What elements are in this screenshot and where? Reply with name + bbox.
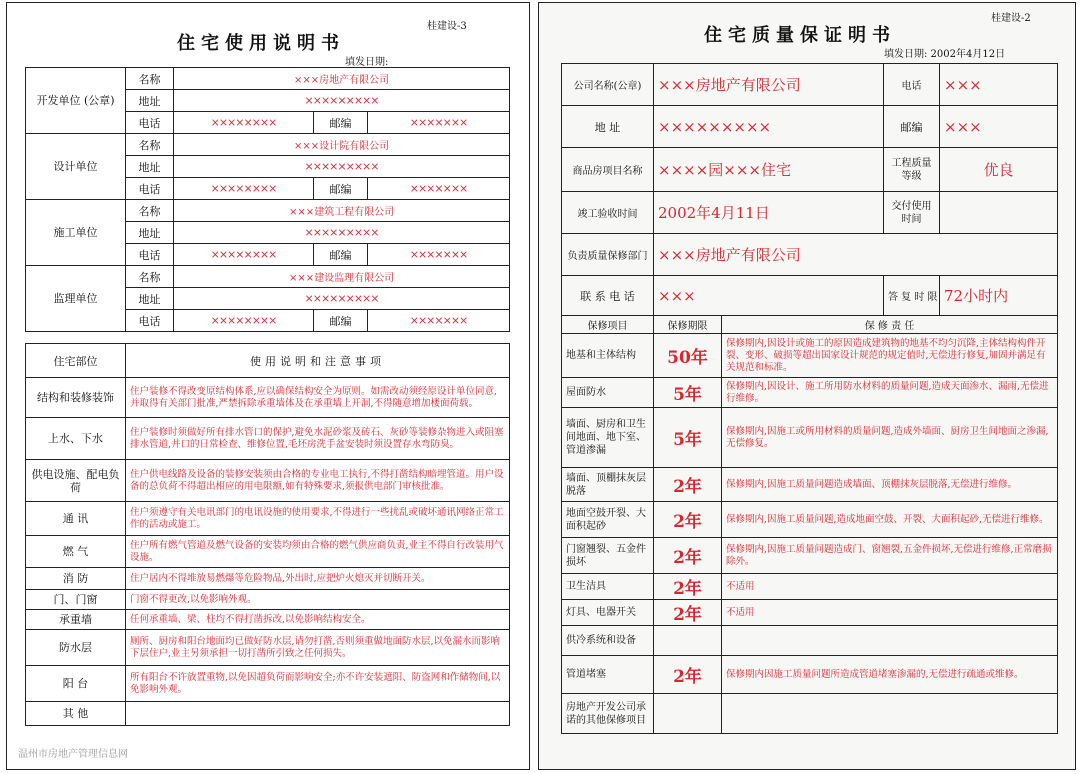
row-period: 2年	[654, 574, 722, 600]
table-row	[26, 610, 510, 630]
row-duty: 不适用	[722, 600, 1058, 626]
row-notes: 住户供电线路及设备的装修安装须由合格的专业电工执行,不得打凿结构暗埋管道。用户设备的总负荷不得超出相应的用电限额,如有特殊要求,须报供电部门审核批准。	[126, 460, 510, 502]
address-label: 地址	[126, 90, 174, 112]
row-part: 结构和装修装饰	[26, 378, 126, 418]
row-period: 2年	[654, 468, 722, 502]
row-period: 50年	[654, 334, 722, 378]
row-notes: 厕所、厨房和阳台地面均已做好防水层,请勿打凿,否则须重做地面防水层,以免漏水而影响下层住户,业主另须承担一切打凿所引致之任何损失。	[126, 630, 510, 666]
row-item: 灯具、电器开关	[562, 600, 654, 626]
unit-label: 设计单位	[26, 134, 126, 200]
units-table	[25, 67, 510, 332]
unit-phone: ××××××××	[174, 178, 314, 200]
row-duty	[722, 694, 1058, 734]
header-duty: 保 修 责 任	[722, 316, 1058, 334]
table-row	[562, 656, 1058, 694]
phone-value: ×××	[940, 64, 1058, 106]
unit-name: ×××设计院有限公司	[174, 134, 510, 156]
phone-label: 电话	[126, 310, 174, 332]
row-duty: 保修期内,因施工质量问题造成门、窗翘裂,五金件损坏,无偿进行维修,正常磨损除外。	[722, 538, 1058, 574]
delivery-value	[940, 192, 1058, 234]
row-notes: 住户居内不得堆放易燃爆等危险物品,外出时,应把炉火熄灭并切断开关。	[126, 568, 510, 590]
name-label: 名称	[126, 134, 174, 156]
row-part: 阳 台	[26, 666, 126, 702]
header-period: 保修期限	[654, 316, 722, 334]
postcode-label: 邮编	[314, 178, 368, 200]
row-duty: 保修期内因施工质量问题所造成管道堵塞渗漏的,无偿进行疏通或维修。	[722, 656, 1058, 694]
quality-warranty-page	[538, 2, 1076, 770]
row-period: 5年	[654, 378, 722, 408]
postcode-value: ×××	[940, 106, 1058, 148]
table-row	[26, 666, 510, 702]
project-value: ××××园×××住宅	[654, 148, 884, 192]
project-label: 商品房项目名称	[562, 148, 654, 192]
table-row	[26, 460, 510, 502]
row-part: 通 讯	[26, 502, 126, 536]
usage-notes-table	[25, 343, 510, 726]
unit-postcode: ×××××××	[368, 244, 510, 266]
row-part: 门、门窗	[26, 590, 126, 610]
row-notes: 门窗不得更改,以免影响外观。	[126, 590, 510, 610]
row-period: 2年	[654, 600, 722, 626]
unit-label: 施工单位	[26, 200, 126, 266]
row-part: 承重墙	[26, 610, 126, 630]
row-part: 其 他	[26, 702, 126, 726]
table-row	[562, 408, 1058, 468]
dept-value: ×××房地产有限公司	[654, 234, 1058, 276]
response-label: 答 复 时 限	[884, 276, 940, 316]
contact-label: 联 系 电 话	[562, 276, 654, 316]
address-label: 地址	[126, 222, 174, 244]
row-duty: 不适用	[722, 574, 1058, 600]
row-period: 2年	[654, 538, 722, 574]
phone-label: 电话	[126, 178, 174, 200]
page-title: 住宅使用说明书	[177, 33, 345, 54]
unit-postcode: ×××××××	[368, 178, 510, 200]
row-notes: 住户装修不得改变原结构体系,应以确保结构安全为原则。如需改动须经原设计单位同意,并取得有关部门批准,严禁拆除承重墙体及在承重墙上开洞,不得随意增加楼面荷载。	[126, 378, 510, 418]
grade-value: 优良	[940, 148, 1058, 192]
unit-phone: ××××××××	[174, 112, 314, 134]
unit-postcode: ×××××××	[368, 310, 510, 332]
row-part: 防水层	[26, 630, 126, 666]
table-row	[26, 536, 510, 568]
unit-label: 开发单位 (公章)	[26, 68, 126, 134]
name-label: 名称	[126, 266, 174, 288]
row-duty: 保修期内,因施工质量问题造成墙面、顶棚抹灰层脱落,无偿进行维修。	[722, 468, 1058, 502]
unit-postcode: ×××××××	[368, 112, 510, 134]
usage-manual-page	[6, 2, 530, 770]
table-row	[26, 502, 510, 536]
table-row	[26, 568, 510, 590]
table-row	[562, 502, 1058, 538]
name-label: 名称	[126, 68, 174, 90]
row-part: 供电设施、配电负荷	[26, 460, 126, 502]
delivery-label: 交付使用时间	[884, 192, 940, 234]
row-item: 墙面、厨房和卫生间地面、地下室、管道渗漏	[562, 408, 654, 468]
company-label: 公司名称(公章)	[562, 64, 654, 106]
row-item: 屋面防水	[562, 378, 654, 408]
table-row	[562, 538, 1058, 574]
dept-label: 负责质量保修部门	[562, 234, 654, 276]
phone-label: 电话	[126, 244, 174, 266]
table-row	[562, 378, 1058, 408]
row-part: 上水、下水	[26, 418, 126, 460]
row-duty: 保修期内,因施工质量问题,造成地面空鼓、开裂、大面积起砂,无偿进行维修。	[722, 502, 1058, 538]
address-value: ×××××××××	[654, 106, 884, 148]
warranty-info-table	[561, 63, 1058, 316]
header-notes: 使用说明和注意事项	[126, 344, 510, 378]
row-notes: 任何承重墙、梁、柱均不得打凿拆改,以免影响结构安全。	[126, 610, 510, 630]
header-part: 住宅部位	[26, 344, 126, 378]
unit-phone: ××××××××	[174, 244, 314, 266]
row-period: 2年	[654, 502, 722, 538]
company-value: ×××房地产有限公司	[654, 64, 884, 106]
row-item: 房地产开发公司承诺的其他保修项目	[562, 694, 654, 734]
phone-label: 电话	[884, 64, 940, 106]
row-duty: 保修期内,因设计、施工所用防水材料的质量问题,造成天面渗水、漏雨,无偿进行维修。	[722, 378, 1058, 408]
form-code: 桂建设-2	[991, 13, 1031, 24]
row-part: 消 防	[26, 568, 126, 590]
unit-address: ×××××××××	[174, 222, 510, 244]
acceptance-value: 2002年4月11日	[654, 192, 884, 234]
row-period: 2年	[654, 656, 722, 694]
table-row	[562, 600, 1058, 626]
fill-date: 填发日期: 2002年4月12日	[884, 49, 1006, 60]
table-row	[562, 574, 1058, 600]
row-item: 管道堵塞	[562, 656, 654, 694]
row-item: 卫生洁具	[562, 574, 654, 600]
unit-address: ×××××××××	[174, 90, 510, 112]
row-notes: 住户所有燃气管道及燃气设备的安装均须由合格的燃气供应商负责,业主不得自行改装用气设施。	[126, 536, 510, 568]
row-part: 燃 气	[26, 536, 126, 568]
acceptance-label: 竣工验收时间	[562, 192, 654, 234]
row-notes: 所有阳台不许放置重物,以免因超负荷而影响安全;亦不许安装遮阳、防盗网和作储物间,以免影响外观。	[126, 666, 510, 702]
contact-value: ×××	[654, 276, 884, 316]
table-row	[562, 468, 1058, 502]
row-item: 地面空鼓开裂、大面积起砂	[562, 502, 654, 538]
row-item: 地基和主体结构	[562, 334, 654, 378]
address-label: 地址	[126, 288, 174, 310]
unit-phone: ××××××××	[174, 310, 314, 332]
unit-name: ×××建设监理有限公司	[174, 266, 510, 288]
unit-label: 监理单位	[26, 266, 126, 332]
row-item: 墙面、顶棚抹灰层脱落	[562, 468, 654, 502]
grade-label: 工程质量等级	[884, 148, 940, 192]
row-duty: 保修期内,因设计或施工的原因造成建筑物的地基不均匀沉降,主体结构构件开裂、变形、破损等超出国家设计规范的规定值时,无偿进行修复,加固并满足有关规范和标准。	[722, 334, 1058, 378]
table-row	[562, 626, 1058, 656]
address-label: 地 址	[562, 106, 654, 148]
form-code: 桂建设-3	[427, 21, 467, 32]
table-row	[562, 334, 1058, 378]
table-row	[26, 590, 510, 610]
table-row	[26, 702, 510, 726]
row-item: 门窗翘裂、五金件损坏	[562, 538, 654, 574]
fill-date-label: 填发日期:	[345, 57, 389, 68]
row-notes: 住户装修时须做好所有排水管口的保护,避免水泥砂浆及砖石、灰砂等装修杂物进入或阻塞排水管道,井口的日常检查、维修位置,毛坯房洗手盆安装时须设置存水弯防臭。	[126, 418, 510, 460]
header-item: 保修项目	[562, 316, 654, 334]
unit-address: ×××××××××	[174, 288, 510, 310]
postcode-label: 邮编	[884, 106, 940, 148]
name-label: 名称	[126, 200, 174, 222]
table-row	[26, 378, 510, 418]
unit-name: ×××房地产有限公司	[174, 68, 510, 90]
row-period	[654, 694, 722, 734]
table-row	[26, 418, 510, 460]
table-row	[26, 630, 510, 666]
warranty-items-table	[561, 315, 1058, 734]
watermark: 温州市房地产管理信息网	[18, 749, 128, 760]
phone-label: 电话	[126, 112, 174, 134]
page-title: 住宅质量保证明书	[704, 25, 896, 46]
row-item: 供冷系统和设备	[562, 626, 654, 656]
row-period: 5年	[654, 408, 722, 468]
row-notes: 住户须遵守有关电讯部门的电讯设施的使用要求,不得进行一些扰乱或破坏通讯网络正常工作的活动或施工。	[126, 502, 510, 536]
response-value: 72小时内	[940, 276, 1058, 316]
row-duty: 保修期内,因施工或所用材料的质量问题,造成外墙面、厨房卫生间地面之渗漏,无偿修复。	[722, 408, 1058, 468]
unit-address: ×××××××××	[174, 156, 510, 178]
postcode-label: 邮编	[314, 244, 368, 266]
row-duty	[722, 626, 1058, 656]
postcode-label: 邮编	[314, 112, 368, 134]
row-notes	[126, 702, 510, 726]
unit-name: ×××建筑工程有限公司	[174, 200, 510, 222]
row-period	[654, 626, 722, 656]
postcode-label: 邮编	[314, 310, 368, 332]
table-row	[562, 694, 1058, 734]
address-label: 地址	[126, 156, 174, 178]
